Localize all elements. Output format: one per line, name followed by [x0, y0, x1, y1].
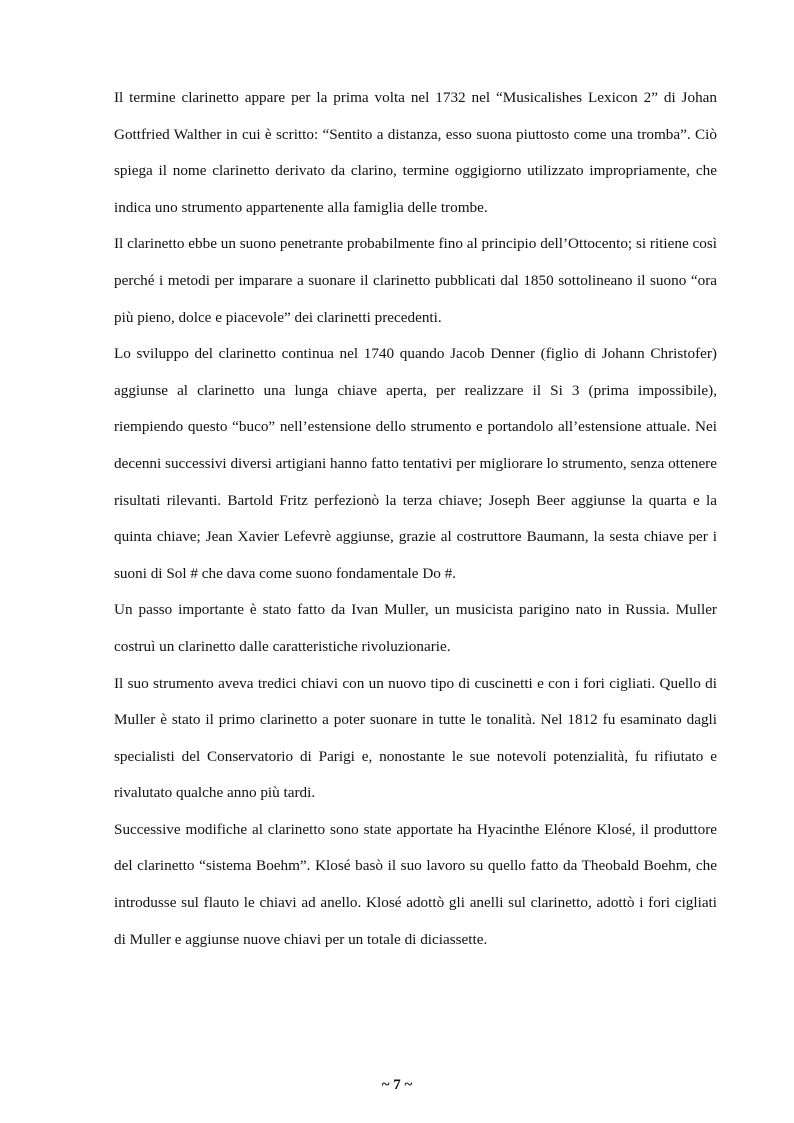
- paragraph-1: Il termine clarinetto appare per la prima volta nel 1732 nel “Musicalishes Lexicon 2” di Johan Gottfried Walther in cui è scritto: “Sentito a distanza, esso suona piuttosto come una tromba”. Ciò spiega il nome clarinetto derivato da clarino, termine oggigiorno utilizzato impropriamente, che indica uno strumento appartenente alla famiglia delle trombe.: [114, 89, 717, 216]
- paragraph-5: Il suo strumento aveva tredici chiavi con un nuovo tipo di cuscinetti e con i fori cigliati. Quello di Muller è stato il primo clarinetto a poter suonare in tutte le tonalità. Nel 1812 fu esaminato dagli specialisti del Conservatorio di Parigi e, nonostante le sue notevoli potenzialità, fu rifiutato e rivalutato qualche anno più tardi.: [114, 674, 717, 802]
- paragraph-3: Lo sviluppo del clarinetto continua nel 1740 quando Jacob Denner (figlio di Johann Christofer) aggiunse al clarinetto una lunga chiave aperta, per realizzare il Si 3 (prima impossibile), riempiendo questo “buco” nell’estensione dello strumento e portandolo all’estensione attuale. Nei decenni successivi diversi artigiani hanno fatto tentativi per migliorare lo strumento, senza ottenere risultati rilevanti. Bartold Fritz perfezionò la terza chiave; Joseph Beer aggiunse la quarta e la quinta chiave; Jean Xavier Lefevrè aggiunse, grazie al costruttore Baumann, la sesta chiave per i suoni di Sol # che dava come suono fondamentale Do #.: [114, 345, 717, 582]
- page-number: ~ 7 ~: [381, 1077, 413, 1093]
- paragraph-4: Un passo importante è stato fatto da Ivan Muller, un musicista parigino nato in Russia. Muller costruì un clarinetto dalle caratteristiche rivoluzionarie.: [114, 601, 717, 655]
- paragraph-6: Successive modifiche al clarinetto sono state apportate ha Hyacinthe Elénore Klosé, il produttore del clarinetto “sistema Boehm”. Klosé basò il suo lavoro su quello fatto da Theobald Boehm, che introdusse sul flauto le chiavi ad anello. Klosé adottò gli anelli sul clarinetto, adottò i fori cigliati di Muller e aggiunse nuove chiavi per un totale di diciassette.: [114, 820, 717, 948]
- paragraph-2: Il clarinetto ebbe un suono penetrante probabilmente fino al principio dell’Ottocento; si ritiene così perché i metodi per imparare a suonare il clarinetto pubblicati dal 1850 sottolineano il suono “ora più pieno, dolce e piacevole” dei clarinetti precedenti.: [114, 235, 717, 326]
- page-body: [114, 80, 717, 958]
